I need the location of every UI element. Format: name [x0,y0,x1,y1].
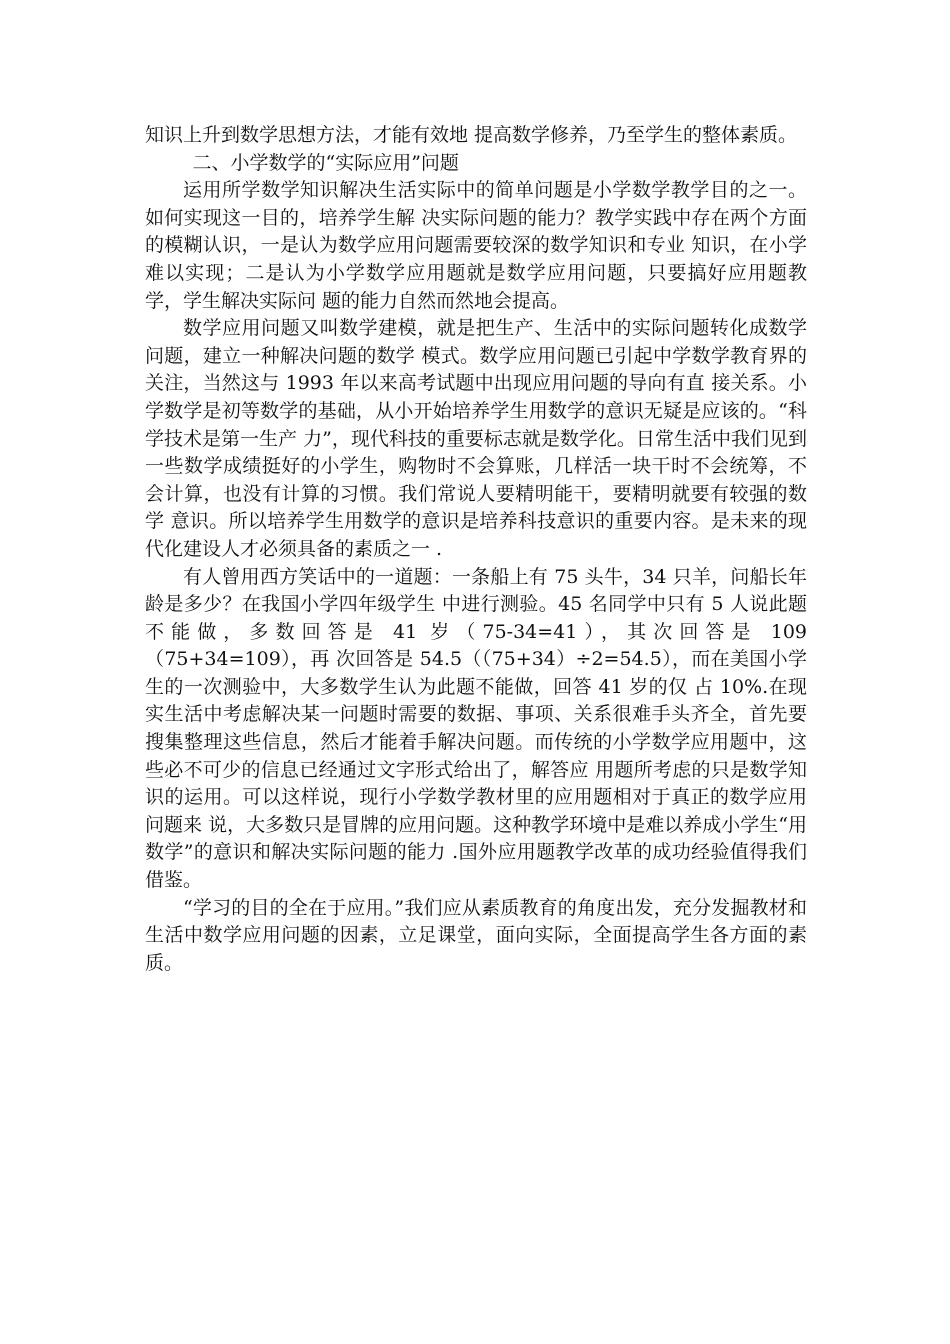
paragraph-conclusion: “学习的目的全在于应用。”我们应从素质教育的角度出发，充分发掘教材和生活中数学应用问题的因素，立足课堂，面向实际，全面提高学生各方面的素质。 [145,896,807,974]
section-heading: 二、小学数学的“实际应用”问题 [192,151,459,174]
paragraph-captain-age-problem: 有人曾用西方笑话中的一道题：一条船上有 75 头牛，34 只羊，问船长年龄是多少？在我国小学四年级学生 中进行测验。45 名同学中只有 5 人说此题不能做，多数回答是 41 岁（75-34=41），其次回答是 109（75+34=109），再 次回答是 54.5（（75+34）÷2=54.5），而在美国小学生的一次测验中，大多数学生认为此题不能做，回答 41 岁的仅 占 10%.在现实生活中考虑解决某一问题时需要的数据、事项、关系很难手头齐全，首先要搜集整理这些信息，然后才能着手解决问题。而传统的小学数学应用题中，这些必不可少的信息已经通过文字形式给出了，解答应 用题所考虑的只是数学知识的运用。可以这样说，现行小学数学教材里的应用题相对于真正的数学应用问题来 说，大多数只是冒牌的应用问题。这种教学环境中是难以养成小学生“用数学”的意识和解决实际问题的能力 .国外应用题教学改革的成功经验值得我们借鉴。 [145,565,807,892]
paragraph-practical-application-intro: 运用所学数学知识解决生活实际中的简单问题是小学数学教学目的之一。如何实现这一目的，培养学生解 决实际问题的能力？教学实践中存在两个方面的模糊认识，一是认为数学应用问题需要较深的数学知识和专业 知识，在小学难以实现；二是认为小学数学应用题就是数学应用问题，只要搞好应用题教学，学生解决实际问 题的能力自然而然地会提高。 [145,179,807,312]
document-body [145,122,807,977]
paragraph-continuation: 知识上升到数学思想方法，才能有效地 提高数学修养，乃至学生的整体素质。 [145,124,798,146]
paragraph-mathematical-modeling: 数学应用问题又叫数学建模，就是把生产、生活中的实际问题转化成数学问题，建立一种解决问题的数学 模式。数学应用问题已引起中学数学教育界的关注，当然这与 1993 年以来高考试题中出现应用问题的导向有直 接关系。小学数学是初等数学的基础，从小开始培养学生用数学的意识无疑是应该的。“科学技术是第一生产 力”，现代科技的重要标志就是数学化。日常生活中我们见到一些数学成绩挺好的小学生，购物时不会算账，几样活一块干时不会统筹，不会计算，也没有计算的习惯。我们常说人要精明能干，要精明就要有较强的数学 意识。所以培养学生用数学的意识是培养科技意识的重要内容。是未来的现代化建设人才必须具备的素质之一 . [145,317,807,560]
